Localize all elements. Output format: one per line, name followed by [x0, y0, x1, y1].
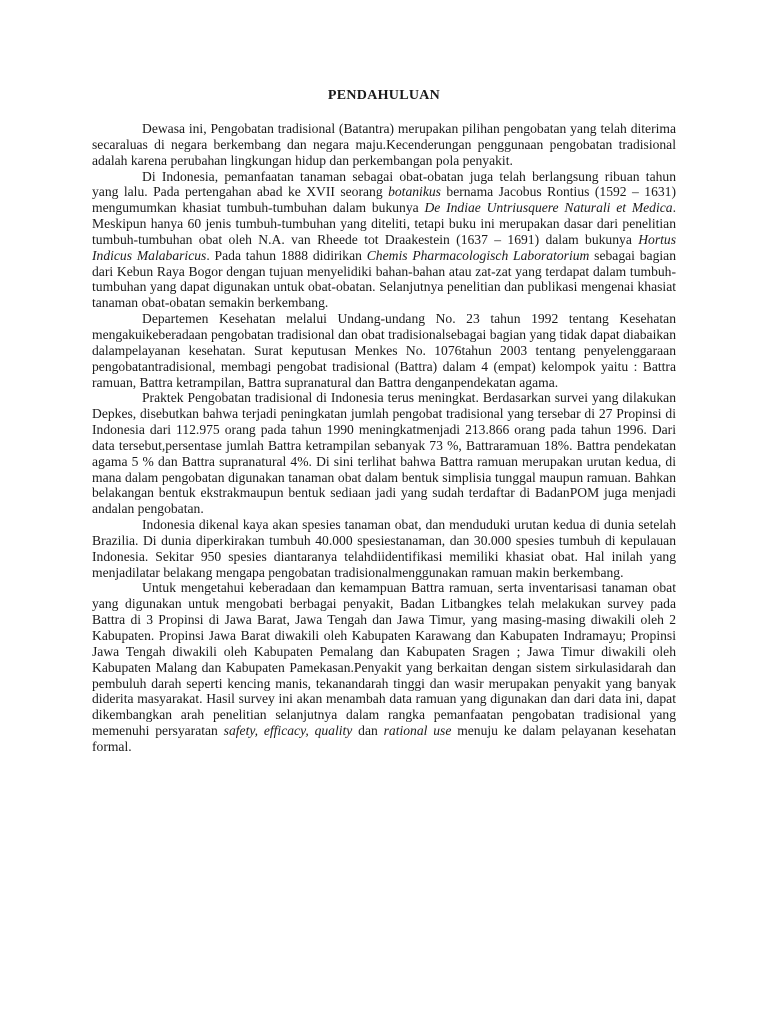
text-run: sebagai bagian dari Kebun Raya Bogor dengan tujuan menyelidiki bahan-bahan atau zat-zat yang terdapat dalam tumbuh-tumbuhan yang dapat digunakan untuk obat-obatan. Selanjutnya penelitian dan publikasi mengenai khasiat tanaman obat-obatan semakin berkembang.: [92, 247, 676, 311]
italic-text: safety, efficacy, quality: [223, 723, 353, 739]
text-run: menuju ke dalam pelayanan kesehatan formal.: [92, 723, 676, 754]
italic-text: botanikus: [388, 184, 441, 200]
text-run: Indonesia dikenal kaya akan spesies tanaman obat, dan menduduki urutan kedua di dunia setelah Brazilia. Di dunia diperkirakan tumbuh 40.000 spesiestanaman, dan 30.000 spesies tumbuh di kepulauan Indonesia. Sekitar 950 spesies diantaranya telahdiidentifikasi memiliki khasiat obat. Hal inilah yang menjadilatar belakang mengapa pengobatan tradisionalmenggunakan ramuan makin berkembang.: [92, 517, 676, 580]
italic-text: rational use: [383, 723, 452, 739]
text-run: . Pada tahun 1888 didirikan: [206, 247, 367, 263]
text-run: bernama Jacobus Rontius (1592 – 1631) mengumumkan khasiat tumbuh-tumbuhan dalam bukunya: [92, 184, 676, 216]
text-run: Untuk mengetahui keberadaan dan kemampuan Battra ramuan, serta inventarisasi tanaman obat yang digunakan untuk mengobati berbagai penyakit, Badan Litbangkes telah melakukan survey pada Battra di 3 Propinsi di Jawa Barat, Jawa Tengah dan Jawa Timur, yang masing-masing diwakili oleh 2 Kabupaten. Propinsi Jawa Barat diwakili oleh Kabupaten Karawang dan Kabupaten Indramayu; Propinsi Jawa Tengah diwakili oleh Kabupaten Pemalang dan Kabupaten Sragen ; Jawa Timur diwakili oleh Kabupaten Malang dan Kabupaten Pamekasan.Penyakit yang berkaitan dengan sistem sirkulasidarah dan pembuluh darah seperti kencing manis, tekanandarah tinggi dan wasir merupakan penyakit yang banyak diderita masyarakat. Hasil survey ini akan menambah data ramuan yang digunakan dan dari data ini, dapat dikembangkan arah penelitian selanjutnya dalam rangka pemanfaatan pengobatan tradisional yang memenuhi persyaratan: [92, 580, 676, 739]
text-run: dan: [352, 723, 384, 739]
paragraph: [92, 169, 676, 312]
paragraph: [92, 517, 676, 580]
text-run: Departemen Kesehatan melalui Undang-undang No. 23 tahun 1992 tentang Kesehatan mengakuikeberadaan pengobatan tradisional dan obat tradisionalsebagai bagian yang tidak dapat diabaikan dalampelayanan kesehatan. Surat keputusan Menkes No. 1076tahun 2003 tentang penyelenggaraan pengobatantradisional, membagi pengobat tradisional (Battra) dalam 4 (empat) kelompok yaitu : Battra ramuan, Battra ketrampilan, Battra supranatural dan Battra denganpendekatan agama.: [92, 311, 676, 390]
italic-text: Hortus Indicus Malabaricus: [92, 231, 676, 263]
document-body: [92, 121, 676, 755]
italic-text: De Indiae Untriusquere Naturali et Medica: [424, 200, 673, 216]
text-run: Dewasa ini, Pengobatan tradisional (Batantra) merupakan pilihan pengobatan yang telah diterima secaraluas di negara berkembang dan negara maju.Kecenderungan penggunaan pengobatan tradisional adalah karena perubahan lingkungan hidup dan perkembangan pola penyakit.: [92, 121, 676, 168]
paragraph: [92, 311, 676, 390]
page-title: PENDAHULUAN: [327, 88, 441, 103]
text-run: Praktek Pengobatan tradisional di Indonesia terus meningkat. Berdasarkan survei yang dilakukan Depkes, disebutkan bahwa terjadi peningkatan jumlah pengobat tradisional yang tersebar di 27 Propinsi di Indonesia dari 112.975 orang pada tahun 1990 meningkatmenjadi 213.866 orang pada tahun 1996. Dari data tersebut,persentase jumlah Battra ketrampilan sebanyak 73 %, Battraramuan 18%. Battra pendekatan agama 5 % dan Battra supranatural 4%. Di sini terlihat bahwa Battra ramuan merupakan urutan kedua, di mana dalam pengobatan digunakan tanaman obat dalam bentuk simplisia tunggal maupun ramuan. Bahkan belakangan bentuk ekstrakmaupun bentuk sediaan jadi yang sudah terdaftar di BadanPOM juga menjadi andalan pengobatan.: [92, 390, 676, 517]
paragraph: [92, 580, 676, 754]
paragraph: [92, 390, 676, 517]
paragraph: [92, 121, 676, 169]
text-run: Di Indonesia, pemanfaatan tanaman sebagai obat-obatan juga telah berlangsung ribuan tahun yang lalu. Pada pertengahan abad ke XVII seorang: [92, 168, 676, 200]
italic-text: Chemis Pharmacologisch Laboratorium: [366, 247, 590, 263]
text-run: . Meskipun hanya 60 jenis tumbuh-tumbuhan yang diteliti, tetapi buku ini merupakan dasar dari penelitian tumbuh-tumbuhan obat oleh N.A. van Rheede tot Draakestein (1637 – 1691) dalam bukunya: [92, 200, 676, 247]
